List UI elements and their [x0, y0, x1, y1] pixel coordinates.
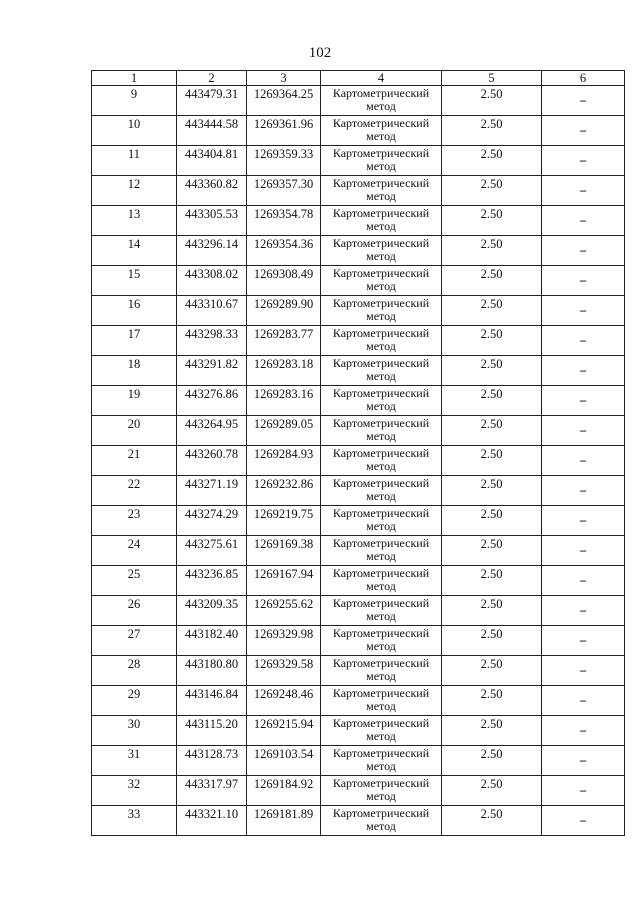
- dash-mark: –: [579, 603, 587, 617]
- table-row: [92, 506, 625, 536]
- method-cell: Картометрический метод: [321, 716, 442, 746]
- note-cell: [542, 716, 625, 746]
- accuracy-cell: 2.50: [442, 356, 542, 386]
- dash-mark: –: [579, 573, 587, 587]
- note-cell: [542, 86, 625, 116]
- dash-mark: –: [579, 753, 587, 767]
- method-cell: Картометрический метод: [321, 326, 442, 356]
- dash-mark: –: [579, 723, 587, 737]
- point-number-cell: 26: [92, 596, 177, 626]
- note-cell: [542, 176, 625, 206]
- accuracy-cell: 2.50: [442, 446, 542, 476]
- y-coordinate-cell: 1269283.77: [247, 326, 321, 356]
- y-coordinate-cell: 1269219.75: [247, 506, 321, 536]
- method-cell: Картометрический метод: [321, 746, 442, 776]
- method-cell: Картометрический метод: [321, 86, 442, 116]
- note-cell: [542, 776, 625, 806]
- point-number-cell: 17: [92, 326, 177, 356]
- point-number-cell: 10: [92, 116, 177, 146]
- method-cell: Картометрический метод: [321, 386, 442, 416]
- y-coordinate-cell: 1269103.54: [247, 746, 321, 776]
- accuracy-cell: 2.50: [442, 686, 542, 716]
- x-coordinate-cell: 443310.67: [177, 296, 247, 326]
- note-cell: [542, 206, 625, 236]
- method-cell: Картометрический метод: [321, 266, 442, 296]
- dash-mark: –: [579, 513, 587, 527]
- point-number-cell: 32: [92, 776, 177, 806]
- column-header-4: 4: [321, 71, 442, 86]
- accuracy-cell: 2.50: [442, 506, 542, 536]
- y-coordinate-cell: 1269289.05: [247, 416, 321, 446]
- y-coordinate-cell: 1269308.49: [247, 266, 321, 296]
- accuracy-cell: 2.50: [442, 716, 542, 746]
- y-coordinate-cell: 1269255.62: [247, 596, 321, 626]
- table-row: [92, 386, 625, 416]
- method-cell: Картометрический метод: [321, 686, 442, 716]
- table-row: [92, 626, 625, 656]
- accuracy-cell: 2.50: [442, 536, 542, 566]
- point-number-cell: 28: [92, 656, 177, 686]
- x-coordinate-cell: 443180.80: [177, 656, 247, 686]
- table-row: [92, 86, 625, 116]
- y-coordinate-cell: 1269354.36: [247, 236, 321, 266]
- x-coordinate-cell: 443296.14: [177, 236, 247, 266]
- point-number-cell: 22: [92, 476, 177, 506]
- accuracy-cell: 2.50: [442, 476, 542, 506]
- dash-mark: –: [579, 783, 587, 797]
- table-row: [92, 776, 625, 806]
- dash-mark: –: [579, 393, 587, 407]
- point-number-cell: 14: [92, 236, 177, 266]
- y-coordinate-cell: 1269248.46: [247, 686, 321, 716]
- note-cell: [542, 266, 625, 296]
- accuracy-cell: 2.50: [442, 116, 542, 146]
- accuracy-cell: 2.50: [442, 566, 542, 596]
- x-coordinate-cell: 443321.10: [177, 806, 247, 836]
- note-cell: [542, 146, 625, 176]
- x-coordinate-cell: 443276.86: [177, 386, 247, 416]
- x-coordinate-cell: 443236.85: [177, 566, 247, 596]
- coordinates-table: [91, 70, 625, 836]
- note-cell: [542, 656, 625, 686]
- y-coordinate-cell: 1269284.93: [247, 446, 321, 476]
- x-coordinate-cell: 443317.97: [177, 776, 247, 806]
- accuracy-cell: 2.50: [442, 656, 542, 686]
- method-cell: Картометрический метод: [321, 476, 442, 506]
- x-coordinate-cell: 443305.53: [177, 206, 247, 236]
- accuracy-cell: 2.50: [442, 776, 542, 806]
- x-coordinate-cell: 443146.84: [177, 686, 247, 716]
- accuracy-cell: 2.50: [442, 176, 542, 206]
- table-row: [92, 596, 625, 626]
- note-cell: [542, 536, 625, 566]
- table-row: [92, 476, 625, 506]
- y-coordinate-cell: 1269167.94: [247, 566, 321, 596]
- column-header-2: 2: [177, 71, 247, 86]
- x-coordinate-cell: 443444.58: [177, 116, 247, 146]
- method-cell: Картометрический метод: [321, 116, 442, 146]
- y-coordinate-cell: 1269357.30: [247, 176, 321, 206]
- note-cell: [542, 746, 625, 776]
- table-row: [92, 416, 625, 446]
- note-cell: [542, 296, 625, 326]
- y-coordinate-cell: 1269215.94: [247, 716, 321, 746]
- accuracy-cell: 2.50: [442, 626, 542, 656]
- method-cell: Картометрический метод: [321, 236, 442, 266]
- point-number-cell: 24: [92, 536, 177, 566]
- accuracy-cell: 2.50: [442, 326, 542, 356]
- x-coordinate-cell: 443128.73: [177, 746, 247, 776]
- accuracy-cell: 2.50: [442, 206, 542, 236]
- accuracy-cell: 2.50: [442, 236, 542, 266]
- dash-mark: –: [579, 243, 587, 257]
- method-cell: Картометрический метод: [321, 656, 442, 686]
- dash-mark: –: [579, 213, 587, 227]
- note-cell: [542, 506, 625, 536]
- note-cell: [542, 596, 625, 626]
- x-coordinate-cell: 443360.82: [177, 176, 247, 206]
- column-header-1: 1: [92, 71, 177, 86]
- accuracy-cell: 2.50: [442, 296, 542, 326]
- column-header-6: 6: [542, 71, 625, 86]
- y-coordinate-cell: 1269329.58: [247, 656, 321, 686]
- note-cell: [542, 626, 625, 656]
- note-cell: [542, 476, 625, 506]
- table-row: [92, 266, 625, 296]
- method-cell: Картометрический метод: [321, 206, 442, 236]
- point-number-cell: 11: [92, 146, 177, 176]
- dash-mark: –: [579, 663, 587, 677]
- method-cell: Картометрический метод: [321, 776, 442, 806]
- dash-mark: –: [579, 363, 587, 377]
- table-row: [92, 716, 625, 746]
- table-row: [92, 206, 625, 236]
- point-number-cell: 16: [92, 296, 177, 326]
- dash-mark: –: [579, 813, 587, 827]
- table-row: [92, 326, 625, 356]
- y-coordinate-cell: 1269283.18: [247, 356, 321, 386]
- note-cell: [542, 326, 625, 356]
- note-cell: [542, 416, 625, 446]
- y-coordinate-cell: 1269289.90: [247, 296, 321, 326]
- point-number-cell: 12: [92, 176, 177, 206]
- table-row: [92, 446, 625, 476]
- header-row: [92, 71, 625, 86]
- method-cell: Картометрический метод: [321, 566, 442, 596]
- x-coordinate-cell: 443404.81: [177, 146, 247, 176]
- point-number-cell: 31: [92, 746, 177, 776]
- note-cell: [542, 686, 625, 716]
- accuracy-cell: 2.50: [442, 266, 542, 296]
- note-cell: [542, 236, 625, 266]
- dash-mark: –: [579, 303, 587, 317]
- dash-mark: –: [579, 633, 587, 647]
- dash-mark: –: [579, 123, 587, 137]
- accuracy-cell: 2.50: [442, 746, 542, 776]
- column-header-5: 5: [442, 71, 542, 86]
- page-number: 102: [308, 45, 332, 61]
- dash-mark: –: [579, 333, 587, 347]
- point-number-cell: 21: [92, 446, 177, 476]
- note-cell: [542, 356, 625, 386]
- method-cell: Картометрический метод: [321, 356, 442, 386]
- point-number-cell: 29: [92, 686, 177, 716]
- table-row: [92, 296, 625, 326]
- y-coordinate-cell: 1269364.25: [247, 86, 321, 116]
- accuracy-cell: 2.50: [442, 386, 542, 416]
- point-number-cell: 15: [92, 266, 177, 296]
- point-number-cell: 23: [92, 506, 177, 536]
- dash-mark: –: [579, 93, 587, 107]
- note-cell: [542, 446, 625, 476]
- dash-mark: –: [579, 693, 587, 707]
- y-coordinate-cell: 1269283.16: [247, 386, 321, 416]
- y-coordinate-cell: 1269329.98: [247, 626, 321, 656]
- dash-mark: –: [579, 483, 587, 497]
- y-coordinate-cell: 1269169.38: [247, 536, 321, 566]
- accuracy-cell: 2.50: [442, 86, 542, 116]
- note-cell: [542, 566, 625, 596]
- point-number-cell: 20: [92, 416, 177, 446]
- x-coordinate-cell: 443479.31: [177, 86, 247, 116]
- accuracy-cell: 2.50: [442, 416, 542, 446]
- point-number-cell: 18: [92, 356, 177, 386]
- dash-mark: –: [579, 273, 587, 287]
- table-row: [92, 116, 625, 146]
- table-row: [92, 536, 625, 566]
- table-row: [92, 146, 625, 176]
- point-number-cell: 9: [92, 86, 177, 116]
- x-coordinate-cell: 443260.78: [177, 446, 247, 476]
- point-number-cell: 25: [92, 566, 177, 596]
- method-cell: Картометрический метод: [321, 596, 442, 626]
- column-header-3: 3: [247, 71, 321, 86]
- x-coordinate-cell: 443209.35: [177, 596, 247, 626]
- table-row: [92, 356, 625, 386]
- table-row: [92, 566, 625, 596]
- accuracy-cell: 2.50: [442, 146, 542, 176]
- x-coordinate-cell: 443115.20: [177, 716, 247, 746]
- note-cell: [542, 386, 625, 416]
- point-number-cell: 33: [92, 806, 177, 836]
- method-cell: Картометрический метод: [321, 416, 442, 446]
- method-cell: Картометрический метод: [321, 176, 442, 206]
- y-coordinate-cell: 1269359.33: [247, 146, 321, 176]
- table-row: [92, 686, 625, 716]
- y-coordinate-cell: 1269354.78: [247, 206, 321, 236]
- dash-mark: –: [579, 423, 587, 437]
- y-coordinate-cell: 1269361.96: [247, 116, 321, 146]
- accuracy-cell: 2.50: [442, 806, 542, 836]
- x-coordinate-cell: 443271.19: [177, 476, 247, 506]
- y-coordinate-cell: 1269181.89: [247, 806, 321, 836]
- x-coordinate-cell: 443298.33: [177, 326, 247, 356]
- accuracy-cell: 2.50: [442, 596, 542, 626]
- table-row: [92, 236, 625, 266]
- method-cell: Картометрический метод: [321, 506, 442, 536]
- method-cell: Картометрический метод: [321, 626, 442, 656]
- method-cell: Картометрический метод: [321, 536, 442, 566]
- method-cell: Картометрический метод: [321, 806, 442, 836]
- x-coordinate-cell: 443308.02: [177, 266, 247, 296]
- table-row: [92, 176, 625, 206]
- y-coordinate-cell: 1269232.86: [247, 476, 321, 506]
- x-coordinate-cell: 443182.40: [177, 626, 247, 656]
- x-coordinate-cell: 443274.29: [177, 506, 247, 536]
- point-number-cell: 27: [92, 626, 177, 656]
- dash-mark: –: [579, 543, 587, 557]
- method-cell: Картометрический метод: [321, 296, 442, 326]
- point-number-cell: 13: [92, 206, 177, 236]
- dash-mark: –: [579, 183, 587, 197]
- table-header: [92, 71, 625, 86]
- table-row: [92, 806, 625, 836]
- x-coordinate-cell: 443264.95: [177, 416, 247, 446]
- x-coordinate-cell: 443275.61: [177, 536, 247, 566]
- x-coordinate-cell: 443291.82: [177, 356, 247, 386]
- table-row: [92, 656, 625, 686]
- dash-mark: –: [579, 153, 587, 167]
- method-cell: Картометрический метод: [321, 446, 442, 476]
- note-cell: [542, 116, 625, 146]
- dash-mark: –: [579, 453, 587, 467]
- y-coordinate-cell: 1269184.92: [247, 776, 321, 806]
- table-row: [92, 746, 625, 776]
- method-cell: Картометрический метод: [321, 146, 442, 176]
- point-number-cell: 19: [92, 386, 177, 416]
- note-cell: [542, 806, 625, 836]
- table-body: [92, 86, 625, 836]
- point-number-cell: 30: [92, 716, 177, 746]
